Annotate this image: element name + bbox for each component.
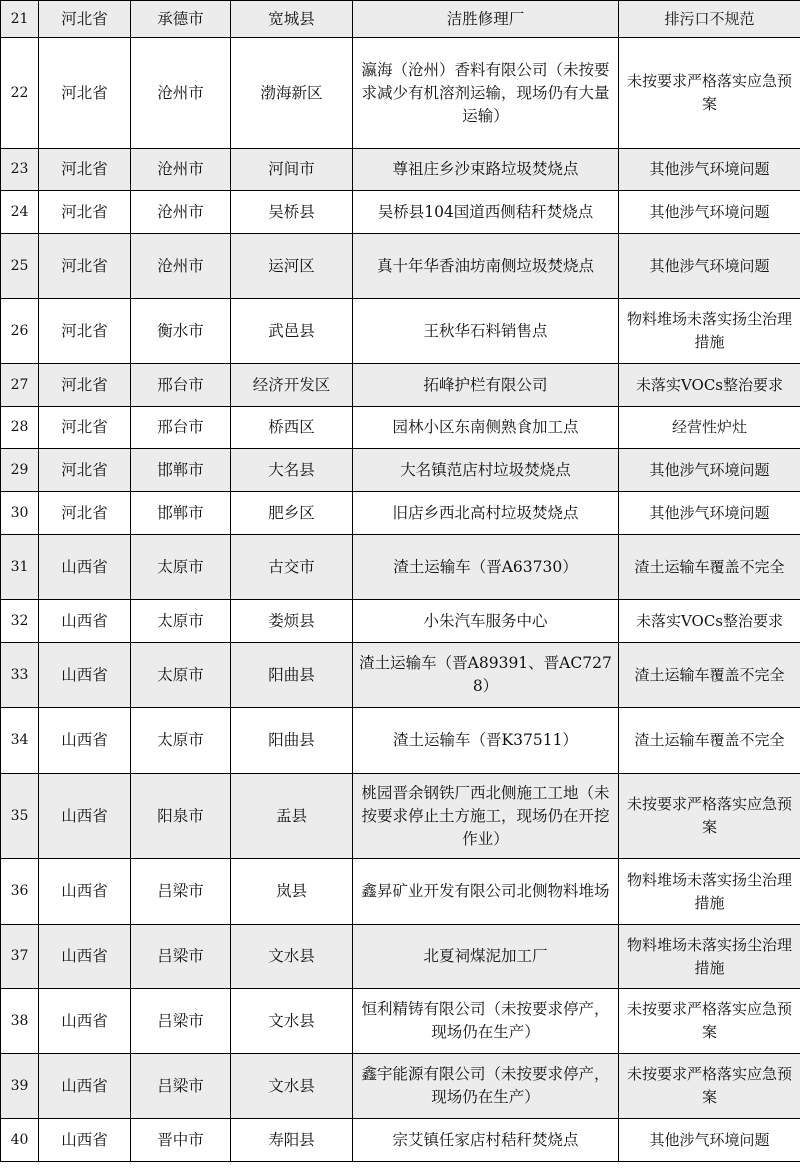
- table-row: [1, 492, 800, 535]
- province-cell: 河北省: [39, 492, 131, 535]
- province-cell: 山西省: [39, 859, 131, 925]
- site-name-cell: 真十年华香油坊南侧垃圾焚烧点: [353, 234, 619, 299]
- county-cell: 阳曲县: [231, 708, 353, 774]
- county-cell: 盂县: [231, 774, 353, 859]
- province-cell: 河北省: [39, 191, 131, 234]
- province-cell: 河北省: [39, 234, 131, 299]
- county-cell: 岚县: [231, 859, 353, 925]
- province-cell: 河北省: [39, 38, 131, 149]
- province-cell: 河北省: [39, 299, 131, 364]
- row-number: 32: [1, 600, 39, 643]
- site-name-cell: 大名镇范店村垃圾焚烧点: [353, 449, 619, 492]
- issue-type-cell: 其他涉气环境问题: [619, 191, 800, 234]
- province-cell: 河北省: [39, 149, 131, 191]
- site-name-cell: 旧店乡西北高村垃圾焚烧点: [353, 492, 619, 535]
- city-cell: 沧州市: [131, 149, 231, 191]
- row-number: 39: [1, 1054, 39, 1119]
- city-cell: 邯郸市: [131, 492, 231, 535]
- county-cell: 阳曲县: [231, 643, 353, 708]
- issue-type-cell: 其他涉气环境问题: [619, 449, 800, 492]
- site-name-cell: 宗艾镇任家店村秸秆焚烧点: [353, 1119, 619, 1162]
- row-number: 24: [1, 191, 39, 234]
- site-name-cell: 北夏祠煤泥加工厂: [353, 925, 619, 989]
- table-row: [1, 708, 800, 774]
- table-row: [1, 407, 800, 449]
- site-name-cell: 鑫宇能源有限公司（未按要求停产，现场仍在生产）: [353, 1054, 619, 1119]
- site-name-cell: 渣土运输车（晋A89391、晋AC7278）: [353, 643, 619, 708]
- county-cell: 渤海新区: [231, 38, 353, 149]
- city-cell: 吕梁市: [131, 859, 231, 925]
- county-cell: 运河区: [231, 234, 353, 299]
- site-name-cell: 洁胜修理厂: [353, 1, 619, 38]
- site-name-cell: 拓峰护栏有限公司: [353, 364, 619, 407]
- site-name-cell: 王秋华石料销售点: [353, 299, 619, 364]
- table-row: [1, 299, 800, 364]
- issue-type-cell: 未落实VOCs整治要求: [619, 600, 800, 643]
- issue-type-cell: 经营性炉灶: [619, 407, 800, 449]
- issue-type-cell: 其他涉气环境问题: [619, 234, 800, 299]
- issue-type-cell: 未按要求严格落实应急预案: [619, 1054, 800, 1119]
- province-cell: 河北省: [39, 407, 131, 449]
- city-cell: 承德市: [131, 1, 231, 38]
- province-cell: 河北省: [39, 449, 131, 492]
- issue-type-cell: 渣土运输车覆盖不完全: [619, 708, 800, 774]
- city-cell: 吕梁市: [131, 989, 231, 1054]
- issue-type-cell: 未按要求严格落实应急预案: [619, 38, 800, 149]
- city-cell: 晋中市: [131, 1119, 231, 1162]
- province-cell: 山西省: [39, 708, 131, 774]
- city-cell: 太原市: [131, 643, 231, 708]
- issue-type-cell: 物料堆场未落实扬尘治理措施: [619, 925, 800, 989]
- row-number: 38: [1, 989, 39, 1054]
- site-name-cell: 吴桥县104国道西侧秸秆焚烧点: [353, 191, 619, 234]
- issue-type-cell: 渣土运输车覆盖不完全: [619, 643, 800, 708]
- province-cell: 山西省: [39, 989, 131, 1054]
- province-cell: 山西省: [39, 643, 131, 708]
- county-cell: 经济开发区: [231, 364, 353, 407]
- issue-type-cell: 渣土运输车覆盖不完全: [619, 535, 800, 600]
- province-cell: 山西省: [39, 600, 131, 643]
- province-cell: 山西省: [39, 1119, 131, 1162]
- table-row: [1, 234, 800, 299]
- city-cell: 衡水市: [131, 299, 231, 364]
- row-number: 37: [1, 925, 39, 989]
- county-cell: 文水县: [231, 925, 353, 989]
- issues-table-body: [1, 1, 800, 1162]
- issue-type-cell: 排污口不规范: [619, 1, 800, 38]
- city-cell: 太原市: [131, 708, 231, 774]
- issue-type-cell: 物料堆场未落实扬尘治理措施: [619, 859, 800, 925]
- row-number: 22: [1, 38, 39, 149]
- table-row: [1, 535, 800, 600]
- county-cell: 宽城县: [231, 1, 353, 38]
- issue-type-cell: 物料堆场未落实扬尘治理措施: [619, 299, 800, 364]
- city-cell: 沧州市: [131, 38, 231, 149]
- row-number: 21: [1, 1, 39, 38]
- issue-type-cell: 其他涉气环境问题: [619, 149, 800, 191]
- city-cell: 阳泉市: [131, 774, 231, 859]
- county-cell: 文水县: [231, 1054, 353, 1119]
- province-cell: 山西省: [39, 925, 131, 989]
- row-number: 34: [1, 708, 39, 774]
- table-row: [1, 449, 800, 492]
- province-cell: 山西省: [39, 1054, 131, 1119]
- province-cell: 山西省: [39, 535, 131, 600]
- table-row: [1, 191, 800, 234]
- county-cell: 河间市: [231, 149, 353, 191]
- site-name-cell: 恒利精铸有限公司（未按要求停产，现场仍在生产）: [353, 989, 619, 1054]
- row-number: 36: [1, 859, 39, 925]
- table-row: [1, 1119, 800, 1162]
- row-number: 25: [1, 234, 39, 299]
- city-cell: 吕梁市: [131, 925, 231, 989]
- row-number: 33: [1, 643, 39, 708]
- county-cell: 寿阳县: [231, 1119, 353, 1162]
- table-row: [1, 364, 800, 407]
- site-name-cell: 渣土运输车（晋A63730）: [353, 535, 619, 600]
- issue-type-cell: 未落实VOCs整治要求: [619, 364, 800, 407]
- table-row: [1, 925, 800, 989]
- row-number: 27: [1, 364, 39, 407]
- county-cell: 吴桥县: [231, 191, 353, 234]
- table-row: [1, 643, 800, 708]
- county-cell: 文水县: [231, 989, 353, 1054]
- site-name-cell: 园林小区东南侧熟食加工点: [353, 407, 619, 449]
- table-row: [1, 600, 800, 643]
- city-cell: 沧州市: [131, 191, 231, 234]
- county-cell: 桥西区: [231, 407, 353, 449]
- issue-type-cell: 其他涉气环境问题: [619, 1119, 800, 1162]
- city-cell: 邢台市: [131, 364, 231, 407]
- row-number: 28: [1, 407, 39, 449]
- county-cell: 肥乡区: [231, 492, 353, 535]
- province-cell: 河北省: [39, 1, 131, 38]
- row-number: 40: [1, 1119, 39, 1162]
- table-row: [1, 774, 800, 859]
- city-cell: 邢台市: [131, 407, 231, 449]
- row-number: 30: [1, 492, 39, 535]
- city-cell: 沧州市: [131, 234, 231, 299]
- county-cell: 娄烦县: [231, 600, 353, 643]
- table-row: [1, 38, 800, 149]
- province-cell: 山西省: [39, 774, 131, 859]
- site-name-cell: 鑫昇矿业开发有限公司北侧物料堆场: [353, 859, 619, 925]
- site-name-cell: 小朱汽车服务中心: [353, 600, 619, 643]
- city-cell: 太原市: [131, 600, 231, 643]
- row-number: 26: [1, 299, 39, 364]
- issue-type-cell: 其他涉气环境问题: [619, 492, 800, 535]
- county-cell: 古交市: [231, 535, 353, 600]
- city-cell: 邯郸市: [131, 449, 231, 492]
- county-cell: 大名县: [231, 449, 353, 492]
- row-number: 23: [1, 149, 39, 191]
- site-name-cell: 尊祖庄乡沙束路垃圾焚烧点: [353, 149, 619, 191]
- row-number: 35: [1, 774, 39, 859]
- city-cell: 吕梁市: [131, 1054, 231, 1119]
- table-row: [1, 859, 800, 925]
- table-row: [1, 989, 800, 1054]
- city-cell: 太原市: [131, 535, 231, 600]
- issue-type-cell: 未按要求严格落实应急预案: [619, 774, 800, 859]
- row-number: 29: [1, 449, 39, 492]
- table-row: [1, 1054, 800, 1119]
- table-row: [1, 1, 800, 38]
- site-name-cell: 渣土运输车（晋K37511）: [353, 708, 619, 774]
- site-name-cell: 瀛海（沧州）香料有限公司（未按要求减少有机溶剂运输，现场仍有大量运输）: [353, 38, 619, 149]
- province-cell: 河北省: [39, 364, 131, 407]
- county-cell: 武邑县: [231, 299, 353, 364]
- issue-type-cell: 未按要求严格落实应急预案: [619, 989, 800, 1054]
- site-name-cell: 桃园晋余钢铁厂西北侧施工工地（未按要求停止土方施工，现场仍在开挖作业）: [353, 774, 619, 859]
- table-row: [1, 149, 800, 191]
- row-number: 31: [1, 535, 39, 600]
